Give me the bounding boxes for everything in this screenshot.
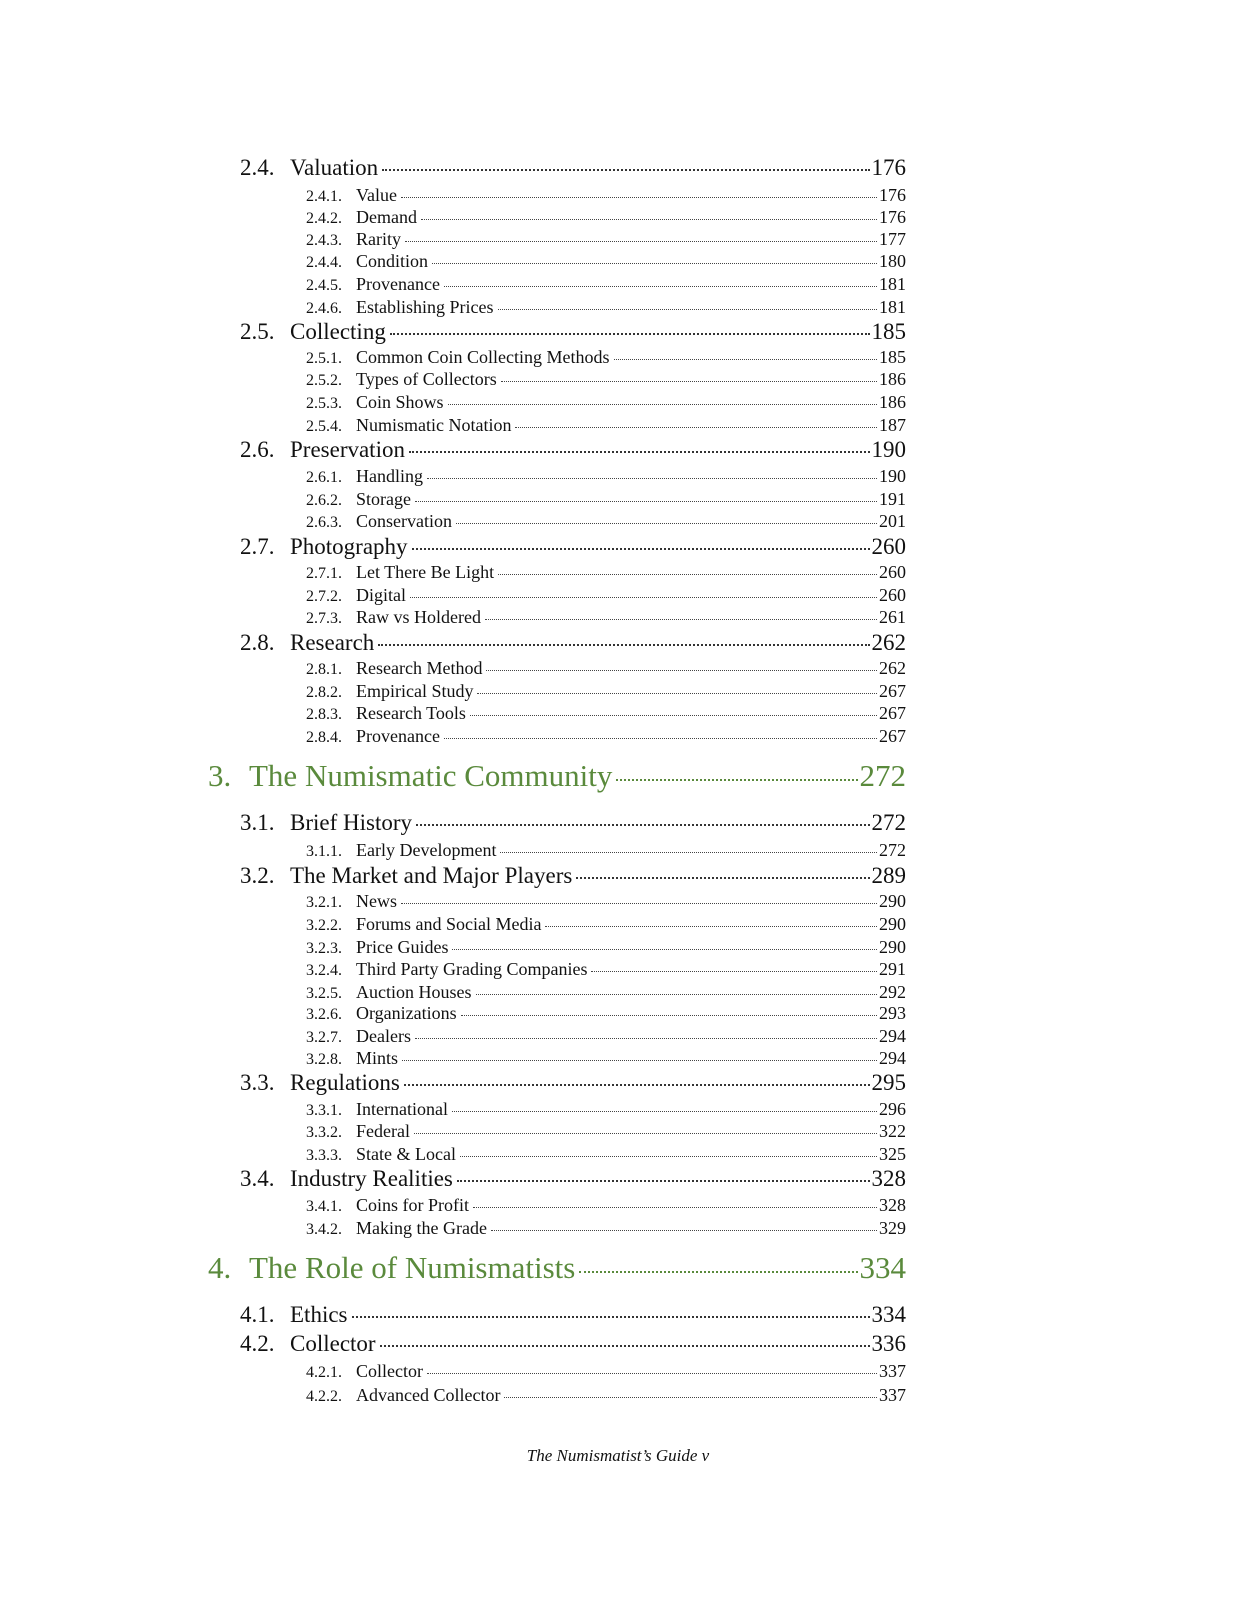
toc-entry-level-3[interactable]: [306, 841, 906, 860]
toc-entry-level-2[interactable]: [240, 631, 906, 654]
toc-entry-level-2[interactable]: [240, 1332, 906, 1355]
toc-entry-page-number: 185: [871, 319, 906, 344]
toc-entry-title: Collector: [290, 1331, 376, 1356]
toc-entry-title: Empirical Study: [356, 681, 474, 701]
toc-entry-page-number: 260: [879, 562, 906, 582]
dot-leader: [456, 523, 877, 524]
dot-leader: [427, 478, 877, 479]
toc-entry-number: 3.3.: [240, 1070, 275, 1095]
dot-leader: [427, 1373, 877, 1374]
toc-entry-title: Conservation: [356, 511, 452, 531]
toc-entry-level-2[interactable]: [240, 864, 906, 887]
toc-entry-page-number: 176: [879, 207, 906, 227]
toc-entry-level-3[interactable]: [306, 915, 906, 934]
dot-leader: [405, 241, 877, 242]
toc-entry-page-number: 290: [879, 914, 906, 934]
toc-entry-title: Auction Houses: [356, 982, 472, 1002]
toc-entry-number: 2.8.: [240, 630, 275, 655]
toc-entry-number: 2.4.1.: [306, 188, 342, 205]
toc-entry-page-number: 328: [879, 1195, 906, 1215]
dot-leader: [498, 309, 878, 310]
dot-leader: [410, 597, 877, 598]
toc-entry-title: Let There Be Light: [356, 562, 495, 582]
toc-entry-title: Value: [356, 185, 397, 205]
toc-entry-number: 2.7.: [240, 534, 275, 559]
toc-entry-number: 4.2.2.: [306, 1388, 342, 1405]
toc-entry-level-2[interactable]: [240, 1303, 906, 1326]
toc-entry-title: Common Coin Collecting Methods: [356, 347, 610, 367]
toc-entry-page-number: 294: [879, 1026, 906, 1046]
toc-entry-level-3[interactable]: [306, 370, 906, 389]
dot-leader: [378, 644, 869, 646]
toc-entry-page-number: 292: [879, 982, 906, 1002]
toc-entry-title: News: [356, 891, 397, 911]
toc-entry-title: Third Party Grading Companies: [356, 959, 588, 979]
toc-entry-title: Regulations: [290, 1070, 400, 1095]
dot-leader: [432, 263, 877, 264]
toc-entry-level-3[interactable]: [306, 416, 906, 435]
toc-entry-title: Rarity: [356, 229, 401, 249]
dot-leader: [444, 738, 877, 739]
toc-entry-title: Coin Shows: [356, 392, 444, 412]
toc-entry-level-3[interactable]: [306, 1219, 906, 1238]
toc-entry-number: 2.8.1.: [306, 661, 342, 678]
dot-leader: [473, 1207, 877, 1208]
toc-entry-number: 3.4.1.: [306, 1198, 342, 1215]
toc-entry-page-number: 334: [871, 1302, 906, 1327]
toc-entry-number: 3.3.2.: [306, 1124, 342, 1141]
dot-leader: [591, 971, 877, 972]
toc-entry-page-number: 262: [879, 658, 906, 678]
dot-leader: [402, 1060, 877, 1061]
dot-leader: [614, 359, 877, 360]
dot-leader: [416, 824, 869, 826]
toc-entry-title: Types of Collectors: [356, 369, 497, 389]
toc-entry-title: Condition: [356, 251, 429, 271]
toc-entry-title: Research Method: [356, 658, 483, 678]
toc-entry-page-number: 185: [879, 347, 906, 367]
toc-entry-number: 3.2.3.: [306, 940, 342, 957]
toc-entry-title: Federal: [356, 1121, 410, 1141]
toc-entry-title: Making the Grade: [356, 1218, 487, 1238]
toc-entry-level-2[interactable]: [240, 535, 906, 558]
toc-entry-number: 2.5.2.: [306, 372, 342, 389]
toc-entry-page-number: 176: [871, 155, 906, 180]
toc-entry-number: 2.4.2.: [306, 210, 342, 227]
toc-entry-title: Industry Realities: [290, 1166, 453, 1191]
dot-leader: [501, 381, 877, 382]
toc-entry-title: International: [356, 1099, 448, 1119]
toc-entry-page-number: 336: [871, 1331, 906, 1356]
dot-leader: [404, 1084, 870, 1086]
toc-entry-page-number: 294: [879, 1048, 906, 1068]
toc-entry-level-3[interactable]: [306, 608, 906, 627]
toc-entry-level-3[interactable]: [306, 1386, 906, 1405]
toc-entry-page-number: 291: [879, 959, 906, 979]
toc-entry-number: 3.: [208, 758, 232, 793]
dot-leader: [352, 1316, 870, 1318]
toc-entry-number: 4.2.1.: [306, 1364, 342, 1381]
dot-leader: [409, 451, 870, 453]
toc-entry-page-number: 191: [879, 489, 906, 509]
toc-entry-level-3[interactable]: [306, 1100, 906, 1119]
toc-entry-number: 2.5.: [240, 319, 275, 344]
toc-entry-title: Research Tools: [356, 703, 466, 723]
toc-entry-title: Establishing Prices: [356, 297, 494, 317]
toc-entry-number: 2.4.6.: [306, 300, 342, 317]
toc-entry-level-3[interactable]: [306, 208, 906, 227]
toc-entry-number: 3.2.2.: [306, 917, 342, 934]
dot-leader: [401, 197, 877, 198]
toc-entry-page-number: 260: [871, 534, 906, 559]
toc-entry-level-2[interactable]: [240, 320, 906, 343]
toc-entry-page-number: 334: [859, 1250, 906, 1285]
toc-entry-number: 3.2.: [240, 863, 275, 888]
toc-entry-title: Research: [290, 630, 375, 655]
toc-entry-page-number: 177: [879, 229, 906, 249]
toc-entry-level-3[interactable]: [306, 682, 906, 701]
toc-entry-number: 2.7.1.: [306, 565, 342, 582]
dot-leader: [401, 903, 877, 904]
toc-entry-page-number: 190: [879, 466, 906, 486]
toc-entry-level-3[interactable]: [306, 1122, 906, 1141]
toc-entry-title: Forums and Social Media: [356, 914, 542, 934]
toc-entry-title: Numismatic Notation: [356, 415, 512, 435]
toc-entry-page-number: 328: [871, 1166, 906, 1191]
toc-entry-level-3[interactable]: [306, 1027, 906, 1046]
toc-entry-page-number: 322: [879, 1121, 906, 1141]
dot-leader: [415, 1038, 877, 1039]
toc-entry-title: Demand: [356, 207, 417, 227]
toc-entry-page-number: 176: [879, 185, 906, 205]
toc-entry-number: 3.2.1.: [306, 894, 342, 911]
dot-leader: [491, 1230, 877, 1231]
toc-entry-page-number: 180: [879, 251, 906, 271]
toc-entry-page-number: 186: [879, 369, 906, 389]
toc-entry-level-3[interactable]: [306, 659, 906, 678]
toc-entry-title: Price Guides: [356, 937, 449, 957]
toc-entry-level-3[interactable]: [306, 230, 906, 249]
toc-entry-page-number: 267: [879, 703, 906, 723]
toc-entry-title: Dealers: [356, 1026, 411, 1046]
toc-entry-number: 3.3.1.: [306, 1102, 342, 1119]
toc-entry-number: 4.2.: [240, 1331, 275, 1356]
toc-entry-level-3[interactable]: [306, 727, 906, 746]
toc-entry-number: 2.5.4.: [306, 418, 342, 435]
toc-entry-level-3[interactable]: [306, 393, 906, 412]
dot-leader: [486, 670, 877, 671]
toc-entry-page-number: 296: [879, 1099, 906, 1119]
toc-entry-title: Provenance: [356, 274, 440, 294]
toc-entry-title: Preservation: [290, 437, 405, 462]
toc-entry-page-number: 329: [879, 1218, 906, 1238]
dot-leader: [460, 1156, 877, 1157]
toc-entry-number: 2.4.5.: [306, 277, 342, 294]
toc-entry-number: 2.8.2.: [306, 684, 342, 701]
toc-entry-page-number: 187: [879, 415, 906, 435]
toc-entry-level-3[interactable]: [306, 1145, 906, 1164]
dot-leader: [545, 926, 877, 927]
toc-entry-title: Advanced Collector: [356, 1385, 501, 1405]
toc-entry-title: The Role of Numismatists: [249, 1250, 576, 1285]
toc-entry-number: 3.2.7.: [306, 1029, 342, 1046]
toc-entry-level-3[interactable]: [306, 348, 906, 367]
dot-leader: [448, 404, 877, 405]
toc-entry-level-3[interactable]: [306, 563, 906, 582]
toc-entry-page-number: 267: [879, 681, 906, 701]
toc-entry-level-3[interactable]: [306, 1196, 906, 1215]
toc-entry-level-3[interactable]: [306, 1362, 906, 1381]
toc-entry-title: Brief History: [290, 810, 413, 835]
toc-entry-title: The Market and Major Players: [290, 863, 573, 888]
dot-leader: [412, 548, 870, 550]
toc-entry-page-number: 201: [879, 511, 906, 531]
toc-entry-number: 4.1.: [240, 1302, 275, 1327]
toc-entry-level-3[interactable]: [306, 298, 906, 317]
toc-entry-title: Photography: [290, 534, 408, 559]
toc-entry-title: Digital: [356, 585, 406, 605]
toc-entry-page-number: 272: [879, 840, 906, 860]
toc-entry-level-3[interactable]: [306, 983, 906, 1002]
dot-leader: [477, 693, 877, 694]
toc-entry-level-1[interactable]: [208, 760, 906, 791]
toc-entry-title: Collecting: [290, 319, 386, 344]
toc-entry-page-number: 337: [879, 1385, 906, 1405]
toc-entry-number: 2.6.3.: [306, 514, 342, 531]
toc-entry-number: 2.5.3.: [306, 395, 342, 412]
toc-entry-level-2[interactable]: [240, 1167, 906, 1190]
toc-entry-number: 2.4.: [240, 155, 275, 180]
toc-entry-number: 2.6.2.: [306, 492, 342, 509]
toc-entry-number: 2.5.1.: [306, 350, 342, 367]
toc-entry-page-number: 260: [879, 585, 906, 605]
toc-entry-number: 3.1.1.: [306, 843, 342, 860]
toc-entry-level-3[interactable]: [306, 938, 906, 957]
toc-entry-level-3[interactable]: [306, 467, 906, 486]
dot-leader: [461, 1015, 877, 1016]
toc-entry-page-number: 293: [879, 1003, 906, 1023]
toc-entry-title: Ethics: [290, 1302, 348, 1327]
toc-entry-level-3[interactable]: [306, 960, 906, 979]
toc-entry-page-number: 295: [871, 1070, 906, 1095]
toc-entry-title: Coins for Profit: [356, 1195, 470, 1215]
toc-entry-level-3[interactable]: [306, 275, 906, 294]
dot-leader: [576, 877, 869, 879]
toc-entry-title: State & Local: [356, 1144, 456, 1164]
dot-leader: [421, 219, 877, 220]
dot-leader: [579, 1271, 857, 1273]
dot-leader: [452, 1111, 877, 1112]
dot-leader: [415, 501, 877, 502]
toc-entry-level-3[interactable]: [306, 892, 906, 911]
toc-entry-title: Organizations: [356, 1003, 457, 1023]
toc-entry-title: Collector: [356, 1361, 423, 1381]
toc-entry-number: 2.4.4.: [306, 254, 342, 271]
toc-entry-title: The Numismatic Community: [249, 758, 613, 793]
toc-entry-title: Handling: [356, 466, 423, 486]
dot-leader: [616, 779, 857, 781]
toc-entry-level-2[interactable]: [240, 811, 906, 834]
toc-entry-level-3[interactable]: [306, 186, 906, 205]
dot-leader: [485, 619, 877, 620]
toc-entry-page-number: 261: [879, 607, 906, 627]
toc-entry-page-number: 290: [879, 937, 906, 957]
toc-entry-number: 2.7.2.: [306, 588, 342, 605]
toc-entry-page-number: 272: [871, 810, 906, 835]
toc-entry-number: 3.2.6.: [306, 1006, 342, 1023]
toc-entry-page-number: 272: [859, 758, 906, 793]
toc-entry-page-number: 267: [879, 726, 906, 746]
toc-entry-level-2[interactable]: [240, 438, 906, 461]
toc-entry-number: 3.2.8.: [306, 1051, 342, 1068]
dot-leader: [452, 949, 877, 950]
dot-leader: [498, 574, 877, 575]
toc-entry-number: 2.4.3.: [306, 232, 342, 249]
toc-entry-page-number: 325: [879, 1144, 906, 1164]
dot-leader: [476, 994, 878, 995]
toc-entry-number: 3.2.5.: [306, 985, 342, 1002]
toc-entry-level-3[interactable]: [306, 704, 906, 723]
toc-entry-level-3[interactable]: [306, 252, 906, 271]
toc-entry-title: Storage: [356, 489, 411, 509]
toc-entry-number: 3.1.: [240, 810, 275, 835]
toc-entry-number: 2.8.3.: [306, 706, 342, 723]
toc-entry-title: Valuation: [290, 155, 379, 180]
toc-entry-number: 4.: [208, 1250, 232, 1285]
dot-leader: [390, 333, 870, 335]
dot-leader: [515, 427, 877, 428]
toc-entry-title: Early Development: [356, 840, 497, 860]
toc-entry-page-number: 337: [879, 1361, 906, 1381]
toc-entry-number: 3.4.: [240, 1166, 275, 1191]
toc-entry-number: 3.4.2.: [306, 1221, 342, 1238]
toc-entry-page-number: 289: [871, 863, 906, 888]
toc-entry-number: 2.6.1.: [306, 469, 342, 486]
dot-leader: [470, 715, 877, 716]
toc-entry-title: Mints: [356, 1048, 399, 1068]
toc-entry-title: Provenance: [356, 726, 440, 746]
toc-entry-page-number: 181: [879, 297, 906, 317]
toc-entry-level-3[interactable]: [306, 512, 906, 531]
toc-entry-level-2[interactable]: [240, 1071, 906, 1094]
toc-entry-page-number: 262: [871, 630, 906, 655]
toc-entry-number: 2.8.4.: [306, 729, 342, 746]
toc-entry-number: 3.3.3.: [306, 1147, 342, 1164]
toc-entry-level-1[interactable]: [208, 1252, 906, 1283]
toc-entry-level-3[interactable]: [306, 1049, 906, 1068]
toc-entry-number: 3.2.4.: [306, 962, 342, 979]
dot-leader: [504, 1397, 877, 1398]
dot-leader: [444, 286, 877, 287]
page-footer: The Numismatist’s Guide v: [526, 1446, 710, 1465]
toc-entry-title: Raw vs Holdered: [356, 607, 481, 627]
dot-leader: [382, 169, 869, 171]
toc-entry-level-2[interactable]: [240, 156, 906, 179]
toc-entry-level-3[interactable]: [306, 490, 906, 509]
toc-entry-page-number: 290: [879, 891, 906, 911]
toc-entry-number: 2.7.3.: [306, 610, 342, 627]
dot-leader: [380, 1345, 870, 1347]
dot-leader: [414, 1133, 877, 1134]
toc-entry-page-number: 181: [879, 274, 906, 294]
toc-entry-level-3[interactable]: [306, 586, 906, 605]
toc-entry-level-3[interactable]: [306, 1004, 906, 1023]
dot-leader: [500, 852, 877, 853]
dot-leader: [457, 1180, 870, 1182]
toc-entry-number: 2.6.: [240, 437, 275, 462]
toc-entry-page-number: 186: [879, 392, 906, 412]
toc-entry-page-number: 190: [871, 437, 906, 462]
